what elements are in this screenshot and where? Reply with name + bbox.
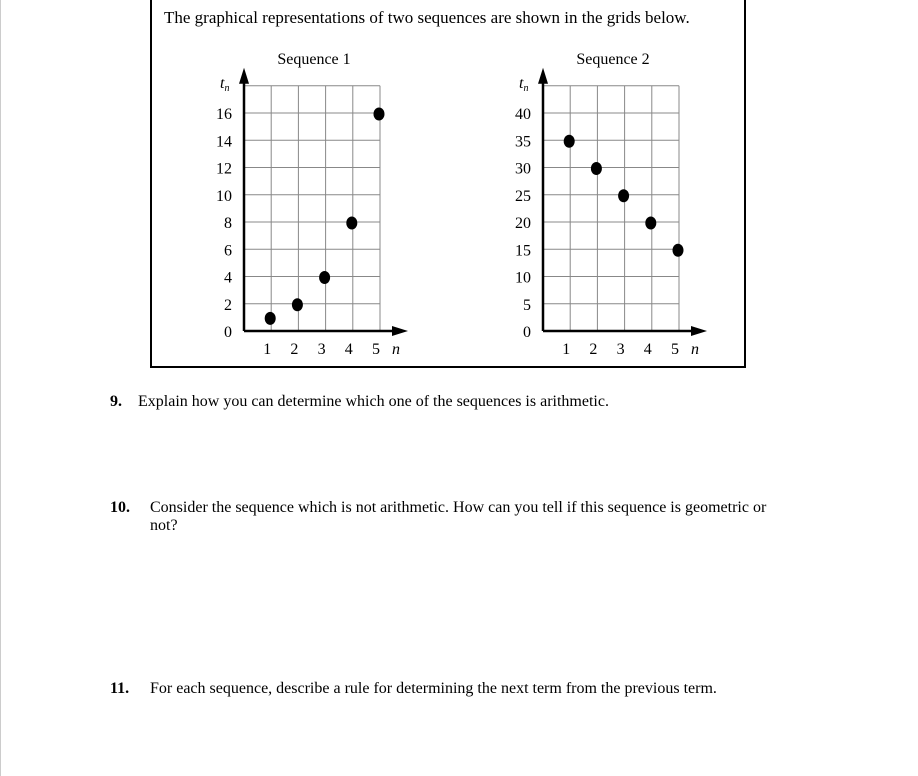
question-number: 11.: [110, 680, 130, 697]
x-tick-label: 2: [589, 341, 598, 358]
chart-title: Sequence 2: [576, 51, 650, 68]
y-tick-label: 10: [515, 269, 531, 287]
data-point: [374, 108, 385, 121]
x-axis-label: n: [691, 341, 699, 358]
intro-text: The graphical representations of two sequences are shown in the grids below.: [164, 8, 690, 27]
y-tick-label: 0: [224, 324, 232, 341]
y-tick-label: 4: [224, 269, 232, 287]
question-text: Explain how you can determine which one of the sequences is arithmetic.: [138, 393, 609, 410]
question-text: Consider the sequence which is not arithmetic. How can you tell if this sequence is geometric or not?: [150, 499, 767, 534]
y-tick-label: 12: [216, 160, 232, 178]
x-tick-label: 2: [290, 341, 299, 358]
y-tick-label: 25: [515, 187, 531, 205]
y-tick-label: 10: [216, 187, 232, 205]
x-tick-label: 4: [344, 341, 353, 358]
y-tick-label: 20: [515, 215, 531, 232]
data-point: [265, 312, 276, 325]
y-tick-label: 8: [224, 215, 232, 232]
data-point: [564, 135, 575, 148]
x-axis-arrow: [691, 326, 707, 336]
data-point: [346, 217, 357, 230]
y-axis-arrow: [538, 68, 548, 84]
y-tick-label: 5: [523, 296, 531, 314]
y-tick-label: 0: [523, 324, 531, 341]
y-tick-label: 15: [515, 242, 531, 260]
x-axis-arrow: [392, 326, 408, 336]
x-tick-label: 4: [643, 341, 652, 358]
y-tick-label: 40: [515, 106, 531, 123]
data-point: [618, 189, 629, 202]
data-point: [591, 162, 602, 175]
question-number: 9.: [110, 393, 122, 410]
x-tick-label: 3: [317, 341, 326, 358]
y-tick-label: 6: [224, 242, 232, 260]
y-tick-label: 30: [515, 160, 531, 178]
y-axis-label: tn: [519, 74, 529, 94]
x-axis-label: n: [392, 341, 400, 358]
x-tick-label: 1: [562, 341, 571, 358]
y-tick-label: 35: [515, 133, 531, 151]
x-tick-label: 5: [372, 341, 380, 358]
data-point: [645, 217, 656, 230]
x-tick-label: 3: [616, 341, 625, 358]
question-text: For each sequence, describe a rule for determining the next term from the previous term.: [150, 680, 717, 697]
sequence-charts: [0, 0, 918, 380]
x-tick-label: 1: [263, 341, 272, 358]
data-point: [673, 244, 684, 257]
y-axis-label: tn: [220, 74, 230, 94]
y-tick-label: 14: [216, 133, 232, 151]
y-tick-label: 2: [224, 296, 232, 314]
data-point: [292, 298, 303, 311]
y-tick-label: 16: [216, 106, 232, 123]
data-point: [319, 271, 330, 284]
y-axis-arrow: [239, 68, 249, 84]
x-tick-label: 5: [671, 341, 679, 358]
question-number: 10.: [110, 499, 130, 516]
chart-title: Sequence 1: [277, 51, 351, 68]
